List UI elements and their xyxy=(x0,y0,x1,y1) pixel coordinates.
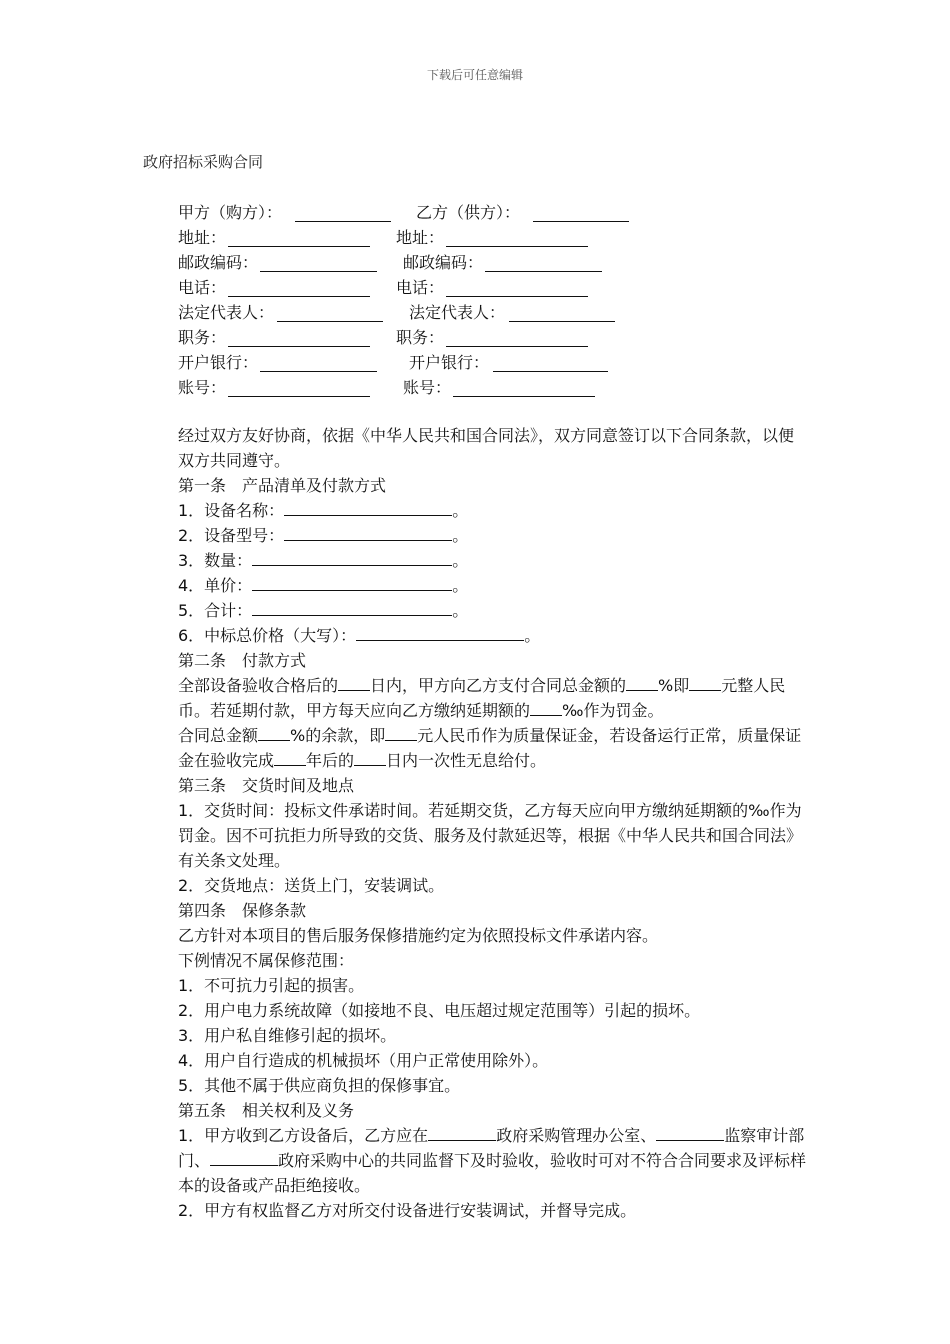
contract-body xyxy=(143,423,808,1223)
document-title: 政府招标采购合同 xyxy=(143,153,264,171)
article-1-item: 6．中标总价格（大写）： 。 xyxy=(143,623,808,648)
article-4-heading: 第四条 保修条款 xyxy=(178,901,307,920)
party-label-right: 开户银行： xyxy=(409,353,490,372)
party-label-right: 邮政编码： xyxy=(403,253,484,272)
article-4-item: 2．用户电力系统故障（如接地不良、电压超过规定范围等）引起的损坏。 xyxy=(178,1001,701,1020)
party-label-left: 甲方（购方）： xyxy=(178,203,283,222)
blank-line xyxy=(228,379,370,397)
party-label-left: 账号： xyxy=(178,378,227,397)
blank-line xyxy=(453,379,595,397)
article-2-heading: 第二条 付款方式 xyxy=(178,651,307,670)
party-label-left: 职务： xyxy=(178,328,227,347)
party-label-left: 地址： xyxy=(178,228,227,247)
blank-line xyxy=(295,204,391,222)
blank-line xyxy=(533,204,629,222)
blank-line xyxy=(252,573,452,591)
blank-line xyxy=(356,623,524,641)
party-row-legal-rep xyxy=(178,300,818,325)
blank-line xyxy=(274,748,306,766)
article-3-paragraph: 1．交货时间：投标文件承诺时间。若延期交货，乙方每天应向甲方缴纳延期额的‰作为罚金。因不可抗拒力所导致的交货、服务及付款延迟等，根据《中华人民共和国合同法》有关条文处理。 xyxy=(178,801,803,870)
blank-line xyxy=(446,329,588,347)
blank-line xyxy=(338,673,370,691)
blank-line xyxy=(428,1123,496,1141)
article-1-heading: 第一条 产品清单及付款方式 xyxy=(178,476,387,495)
article-4-item: 3．用户私自维修引起的损坏。 xyxy=(178,1026,397,1045)
blank-line xyxy=(446,229,588,247)
blank-line xyxy=(228,229,370,247)
party-label-right: 职务： xyxy=(396,328,445,347)
party-label-left: 开户银行： xyxy=(178,353,259,372)
blank-line xyxy=(284,523,452,541)
article-4-paragraph: 下例情况不属保修范围： xyxy=(178,951,355,970)
party-row-account xyxy=(178,375,818,400)
preamble: 经过双方友好协商，依据《中华人民共和国合同法》，双方同意签订以下合同条款，以便双方共同遵守。 xyxy=(178,426,795,470)
party-label-right: 电话： xyxy=(396,278,445,297)
article-4-item: 1．不可抗力引起的损害。 xyxy=(178,976,365,995)
party-row-postcode xyxy=(178,250,818,275)
party-label-left: 邮政编码： xyxy=(178,253,259,272)
article-1-item: 3．数量： 。 xyxy=(143,548,808,573)
blank-line xyxy=(228,279,370,297)
party-label-right: 法定代表人： xyxy=(409,303,506,322)
blank-line xyxy=(446,279,588,297)
page-header: 下载后可任意编辑 xyxy=(426,68,523,82)
blank-line xyxy=(228,329,370,347)
party-row-bank xyxy=(178,350,818,375)
blank-line xyxy=(509,304,615,322)
blank-line xyxy=(656,1123,724,1141)
party-label-right: 账号： xyxy=(403,378,452,397)
parties-block xyxy=(178,200,818,400)
blank-line xyxy=(252,548,452,566)
blank-line xyxy=(626,673,658,691)
blank-line xyxy=(485,254,602,272)
article-5-paragraph: 2．甲方有权监督乙方对所交付设备进行安装调试，并督导完成。 xyxy=(178,1201,637,1220)
article-4-item: 5．其他不属于供应商负担的保修事宜。 xyxy=(178,1076,461,1095)
blank-line xyxy=(260,254,377,272)
party-label-right: 地址： xyxy=(396,228,445,247)
blank-line xyxy=(260,354,377,372)
blank-line xyxy=(210,1148,278,1166)
article-3-heading: 第三条 交货时间及地点 xyxy=(178,776,355,795)
blank-line xyxy=(258,723,290,741)
article-2-paragraph: 全部设备验收合格后的 日内，甲方向乙方支付合同总金额的 %即 元整人民币。若延期付款，甲方每天应向乙方缴纳延期额的 ‰作为罚金。 xyxy=(143,673,808,723)
article-1-item: 1．设备名称： 。 xyxy=(143,498,808,523)
article-4-paragraph: 乙方针对本项目的售后服务保修措施约定为依照投标文件承诺内容。 xyxy=(178,926,659,945)
blank-line xyxy=(385,723,417,741)
article-5-paragraph: 1．甲方收到乙方设备后，乙方应在 政府采购管理办公室、 监察审计部门、 政府采购中心的共同监督下及时验收，验收时可对不符合合同要求及评标样本的设备或产品拒绝接收。 xyxy=(143,1123,808,1198)
blank-line xyxy=(689,673,721,691)
party-label-left: 法定代表人： xyxy=(178,303,275,322)
blank-line xyxy=(530,698,562,716)
party-row-buyer-seller xyxy=(178,200,818,225)
blank-line xyxy=(284,498,452,516)
article-1-item: 4．单价： 。 xyxy=(143,573,808,598)
party-label-right: 乙方（供方）： xyxy=(416,203,521,222)
article-1-item: 2．设备型号： 。 xyxy=(143,523,808,548)
blank-line xyxy=(252,598,452,616)
article-5-heading: 第五条 相关权利及义务 xyxy=(178,1101,355,1120)
blank-line xyxy=(493,354,608,372)
article-1-item: 5．合计： 。 xyxy=(143,598,808,623)
party-row-title xyxy=(178,325,818,350)
article-4-item: 4．用户自行造成的机械损坏（用户正常使用除外）。 xyxy=(178,1051,549,1070)
blank-line xyxy=(277,304,383,322)
article-2-paragraph: 合同总金额 %的余款，即 元人民币作为质量保证金，若设备运行正常，质量保证金在验收完成 年后的 日内一次性无息给付。 xyxy=(143,723,808,773)
article-3-paragraph: 2．交货地点：送货上门，安装调试。 xyxy=(178,876,445,895)
blank-line xyxy=(354,748,386,766)
party-row-phone xyxy=(178,275,818,300)
party-label-left: 电话： xyxy=(178,278,227,297)
party-row-address xyxy=(178,225,818,250)
